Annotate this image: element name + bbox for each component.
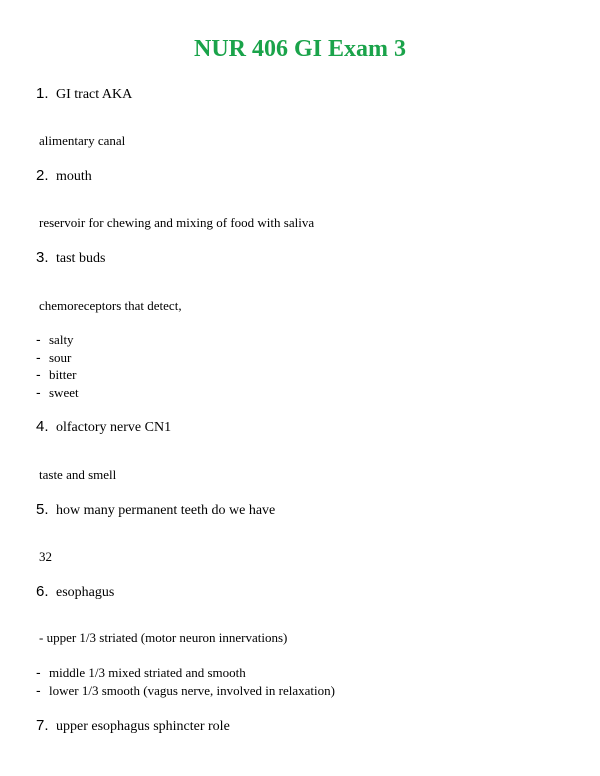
question-5 (36, 501, 275, 520)
dash-bullet-icon: - (36, 681, 41, 698)
question-number: 2. (36, 167, 49, 184)
question-text: tast buds (56, 251, 106, 266)
question-text: how many permanent teeth do we have (56, 503, 276, 518)
question-text: GI tract AKA (56, 87, 133, 102)
bullet-item: - sour (36, 348, 72, 365)
dash-bullet-icon: - (36, 348, 41, 365)
document-title: NUR 406 GI Exam 3 (193, 36, 406, 62)
question-2 (36, 167, 92, 186)
question-3 (36, 249, 105, 268)
dash-bullet-icon: - (36, 383, 41, 400)
dash-bullet-icon: - (36, 331, 41, 347)
answer-6: - upper 1/3 striated (motor neuron innervations) (39, 630, 288, 645)
bullet-item: - salty (36, 331, 74, 347)
question-text: esophagus (56, 585, 115, 600)
question-text: olfactory nerve CN1 (56, 420, 172, 435)
bullet-item: - lower 1/3 smooth (vagus nerve, involved in relaxation) (36, 681, 335, 698)
question-7 (36, 717, 230, 736)
bullet-item: - bitter (36, 366, 77, 382)
dash-bullet-icon: - (36, 366, 41, 382)
question-text: upper esophagus sphincter role (56, 719, 230, 734)
bullet-item: - middle 1/3 mixed striated and smooth (36, 664, 246, 680)
answer-5: 32 (39, 549, 52, 564)
bullet-item: - sweet (36, 383, 79, 400)
question-1 (36, 85, 132, 104)
answer-4: taste and smell (39, 467, 117, 482)
question-number: 4. (36, 418, 49, 435)
dash-bullet-icon: - (36, 664, 41, 680)
answer-2: reservoir for chewing and mixing of food with saliva (39, 215, 315, 230)
bullet-list-6 (36, 664, 335, 699)
question-6 (36, 583, 114, 602)
bullet-list-3 (36, 331, 79, 401)
question-number: 7. (36, 717, 49, 734)
answer-1: alimentary canal (39, 133, 126, 148)
question-text: mouth (56, 169, 92, 184)
question-number: 6. (36, 583, 49, 600)
question-number: 5. (36, 501, 49, 518)
question-number: 1. (36, 85, 49, 102)
question-4 (36, 418, 171, 437)
answer-3: chemoreceptors that detect, (39, 298, 182, 313)
question-number: 3. (36, 249, 49, 266)
